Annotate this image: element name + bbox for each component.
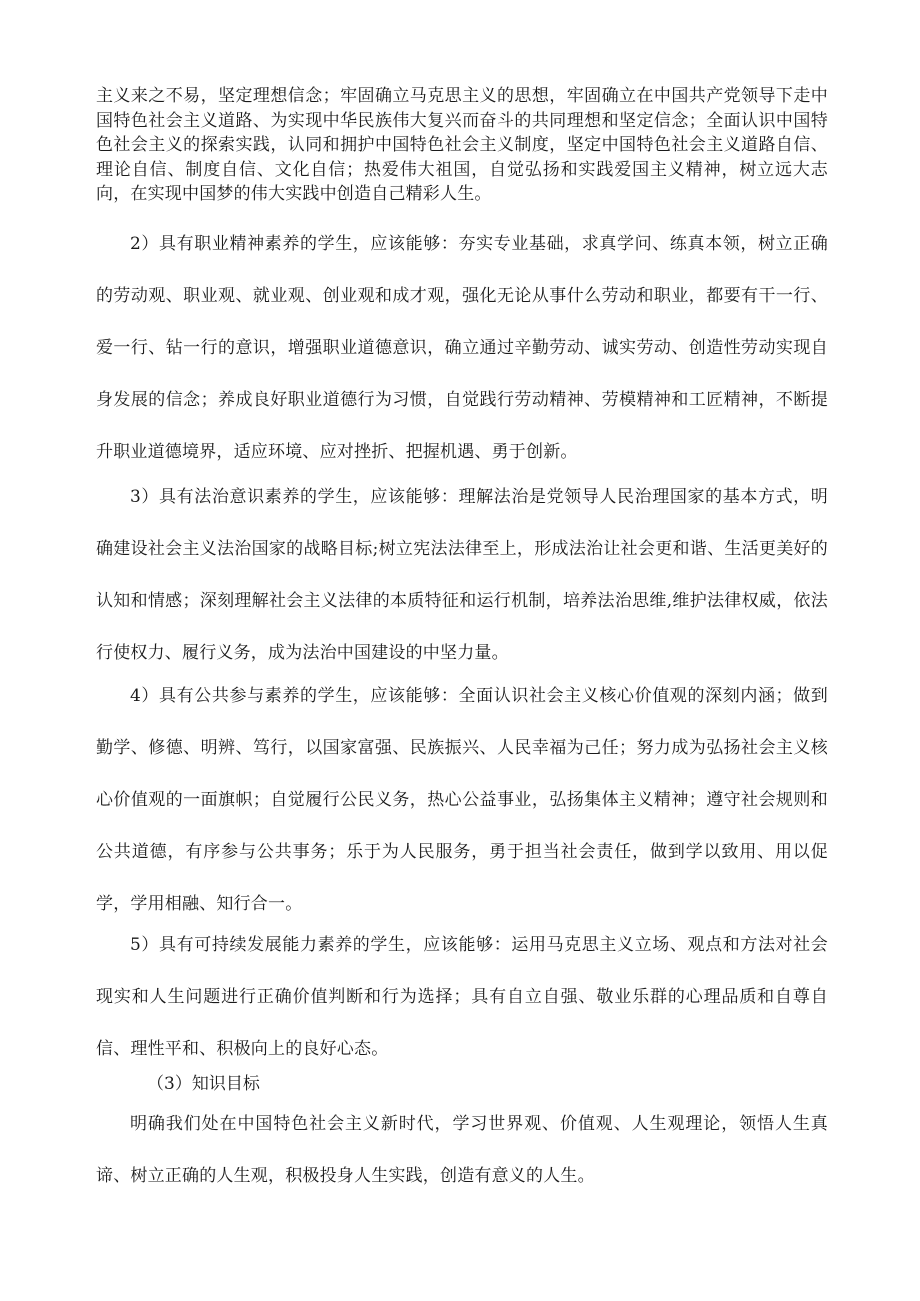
vocational-spirit-paragraph: 2）具有职业精神素养的学生，应该能够：夯实专业基础，求真学问、练真本领，树立正确的劳动观、职业观、就业观、创业观和成才观，强化无论从事什么劳动和职业，都要有干一行、爱一行、钻一行的意识，增强职业道德意识，确立通过辛勤劳动、诚实劳动、创造性劳动实现自身发展的信念；养成良好职业道德行为习惯，自觉践行劳动精神、劳模精神和工匠精神，不断提升职业道德境界，适应环境、应对挫折、把握机遇、勇于创新。 [96, 234, 828, 462]
intro-paragraph: 主义来之不易，坚定理想信念；牢固确立马克思主义的思想，牢固确立在中国共产党领导下走中国特色社会主义道路、为实现中华民族伟大复兴而奋斗的共同理想和坚定信念；全面认识中国特色社会主义的探索实践，认同和拥护中国特色社会主义制度，坚定中国特色社会主义道路自信、理论自信、制度自信、文化自信；热爱伟大祖国，自觉弘扬和实践爱国主义精神，树立远大志向，在实现中国梦的伟大实践中创造自己精彩人生。 [96, 86, 828, 204]
rule-of-law-paragraph: 3）具有法治意识素养的学生，应该能够：理解法治是党领导人民治理国家的基本方式，明确建设社会主义法治国家的战略目标;树立宪法法律至上，形成法治让社会更和谐、生活更美好的认知和情感；深刻理解社会主义法律的本质特征和运行机制，培养法治思维,维护法律权威，依法行使权力、履行义务，成为法治中国建设的中坚力量。 [96, 487, 828, 663]
knowledge-goal-paragraph: 明确我们处在中国特色社会主义新时代，学习世界观、价值观、人生观理论，领悟人生真谛、树立正确的人生观，积极投身人生实践，创造有意义的人生。 [96, 1114, 828, 1186]
knowledge-goal-heading: （3）知识目标 [147, 1074, 260, 1094]
sustainable-development-paragraph: 5）具有可持续发展能力素养的学生，应该能够：运用马克思主义立场、观点和方法对社会现实和人生问题进行正确价值判断和行为选择；具有自立自强、敬业乐群的心理品质和自尊自信、理性平和、积极向上的良好心态。 [96, 935, 828, 1059]
public-participation-paragraph: 4）具有公共参与素养的学生，应该能够：全面认识社会主义核心价值观的深刻内涵；做到勤学、修德、明辨、笃行，以国家富强、民族振兴、人民幸福为己任；努力成为弘扬社会主义核心价值观的一面旗帜；自觉履行公民义务，热心公益事业，弘扬集体主义精神；遵守社会规则和公共道德，有序参与公共事务；乐于为人民服务，勇于担当社会责任，做到学以致用、用以促学，学用相融、知行合一。 [96, 686, 828, 914]
